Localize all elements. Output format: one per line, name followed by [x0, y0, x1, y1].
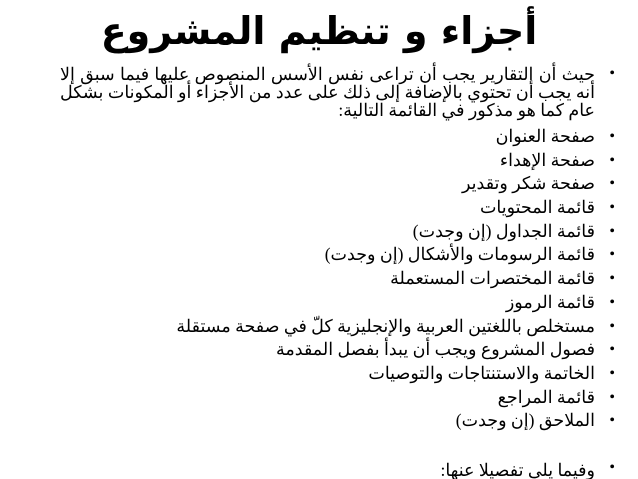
list-item: [60, 243, 615, 267]
bullet-icon: •: [609, 128, 615, 145]
bullet-icon: •: [609, 151, 615, 169]
bullet-icon: •: [609, 293, 615, 311]
list-item: [60, 386, 615, 410]
slide-body: [60, 65, 615, 479]
list-item: [60, 196, 615, 220]
list-item-text: قائمة الجداول (إن وجدت): [412, 220, 595, 241]
list-item: [60, 362, 615, 386]
list-item: [60, 409, 615, 433]
list-item: [60, 291, 615, 315]
bullet-icon: •: [609, 317, 615, 335]
list-item-text: صفحة الإهداء: [499, 149, 595, 170]
bullet-icon: •: [609, 270, 615, 288]
list-item: [60, 220, 615, 244]
list-item-text: قائمة الرموز: [505, 291, 595, 312]
list-item-text: قائمة المختصرات المستعملة: [390, 268, 595, 289]
bullet-icon: •: [609, 364, 615, 382]
closing-line: [60, 459, 615, 479]
list-item-text: قائمة المحتويات: [479, 197, 595, 218]
list-item-text: صفحة العنوان: [495, 126, 595, 146]
list-item-text: صفحة شكر وتقدير: [461, 173, 595, 194]
list-item-text: الملاحق (إن وجدت): [455, 410, 595, 431]
bullet-icon: •: [609, 65, 615, 82]
list-item-text: الخاتمة والاستنتاجات والتوصيات: [368, 362, 595, 383]
intro-paragraph: [60, 65, 615, 119]
slide-title: أجزاء و تنظيم المشروع: [100, 9, 538, 53]
list-item: [60, 267, 615, 291]
list-item: [60, 149, 615, 173]
bullet-icon: •: [609, 388, 615, 406]
list-item-text: قائمة الرسومات والأشكال (إن وجدت): [324, 244, 595, 265]
list-item-text: قائمة المراجع: [497, 386, 595, 407]
bullet-icon: •: [609, 341, 615, 359]
bullet-icon: •: [609, 458, 615, 476]
list-item: [60, 172, 615, 196]
bullet-icon: •: [609, 175, 615, 193]
closing-text: وفيما يلي تفصيلا عنها:: [440, 459, 595, 479]
bullet-icon: •: [609, 199, 615, 217]
bullet-icon: •: [609, 246, 615, 264]
list-item: [60, 125, 615, 149]
list-item: [60, 315, 615, 339]
bullet-icon: •: [609, 222, 615, 240]
list-item-text: فصول المشروع ويجب أن يبدأ بفصل المقدمة: [276, 339, 595, 360]
bullet-icon: •: [609, 412, 615, 430]
list-item: [60, 338, 615, 362]
intro-text: حيث أن التقارير يجب أن تراعى نفس الأسس المنصوص عليها فيما سبق إلا أنه يجب أن تحتوي بالإضافة إلى ذلك على عدد من الأجزاء أو المكونات بشكل عام كما هو مذكور في القائمة التالية:: [60, 64, 595, 120]
list-item-text: مستخلص باللغتين العربية والإنجليزية كلّ في صفحة مستقلة: [176, 315, 595, 336]
parts-list: [60, 125, 615, 433]
